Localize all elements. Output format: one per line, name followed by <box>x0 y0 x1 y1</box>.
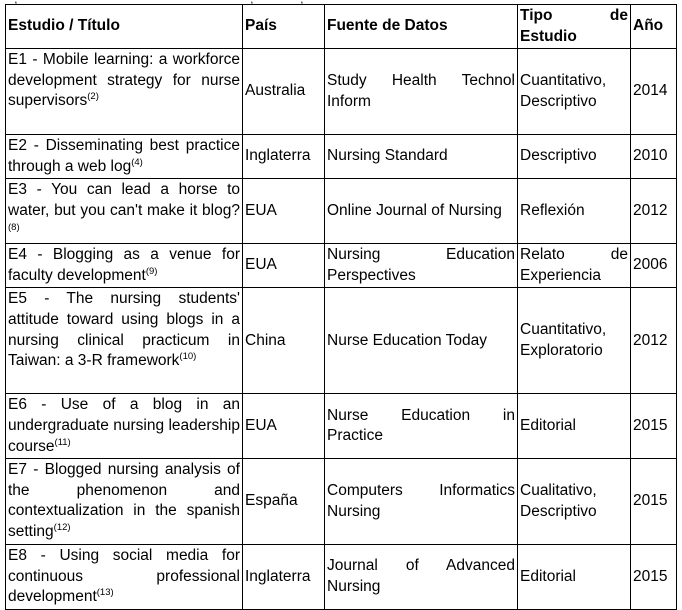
studies-table <box>5 4 677 610</box>
year: 2015 <box>631 394 677 459</box>
country: Australia <box>243 49 325 135</box>
data-source: Nurse Education in Practice <box>325 394 518 459</box>
data-source: Online Journal of Nursing <box>325 179 518 244</box>
study-type: Cuantitativo, Descriptivo <box>518 49 631 135</box>
table-row <box>6 135 677 179</box>
country: China <box>243 288 325 394</box>
table-row <box>6 288 677 394</box>
country: EUA <box>243 244 325 288</box>
year: 2015 <box>631 459 677 545</box>
header-row <box>6 5 677 49</box>
study-title: E6 - Use of a blog in an undergraduate nursing leadership course$^{(11)}$ <box>6 394 243 459</box>
reference-number: (2) <box>87 91 99 103</box>
country: Inglaterra <box>243 545 325 610</box>
reference-number: (9) <box>145 265 158 277</box>
table-row <box>6 545 677 610</box>
data-source: Journal of Advanced Nursing <box>325 545 518 610</box>
study-type: Cualitativo, Descriptivo <box>518 459 631 545</box>
data-source: Nursing Education Perspectives <box>325 244 518 288</box>
reference-number: (12) <box>53 521 71 533</box>
year: 2006 <box>631 244 677 288</box>
header-fuente: Fuente de Datos <box>325 5 518 49</box>
study-title: E8 - Using social media for continuous professional development$^{(13)}$ <box>6 545 243 610</box>
reference-number: (11) <box>54 436 71 448</box>
table-row <box>6 49 677 135</box>
table-row <box>6 394 677 459</box>
reference-number: (4) <box>131 156 143 168</box>
country: España <box>243 459 325 545</box>
header-tipo: Tipo de Estudio <box>518 5 631 49</box>
study-title: E5 - The nursing students' attitude toward using blogs in a nursing clinical practicum in Taiwan: a 3-R framework$^{(10)}$ <box>6 288 243 394</box>
study-title: E4 - Blogging as a venue for faculty development$^{(9)}$ <box>6 244 243 288</box>
table-row <box>6 459 677 545</box>
study-type: Relato de Experiencia <box>518 244 631 288</box>
year: 2015 <box>631 545 677 610</box>
year: 2012 <box>631 288 677 394</box>
reference-number: (10) <box>179 351 197 363</box>
country: EUA <box>243 394 325 459</box>
header-anio: Año <box>631 5 677 49</box>
header-estudio: Estudio / Título <box>6 5 243 49</box>
study-type: Editorial <box>518 545 631 610</box>
year: 2012 <box>631 179 677 244</box>
country: EUA <box>243 179 325 244</box>
data-source: Computers Informatics Nursing <box>325 459 518 545</box>
country: Inglaterra <box>243 135 325 179</box>
data-source: Nurse Education Today <box>325 288 518 394</box>
data-source: Study Health Technol Inform <box>325 49 518 135</box>
table-row <box>6 179 677 244</box>
reference-number: (8) <box>8 221 20 233</box>
year: 2010 <box>631 135 677 179</box>
study-type: Cuantitativo, Exploratorio <box>518 288 631 394</box>
study-title: E7 - Blogged nursing analysis of the phenomenon and contextualization in the spanish setting$^{(12)}$ <box>6 459 243 545</box>
study-type: Editorial <box>518 394 631 459</box>
study-title: E3 - You can lead a horse to water, but you can't make it blog?$^{(8)}$ <box>6 179 243 244</box>
header-pais: País <box>243 5 325 49</box>
study-title: E1 - Mobile learning: a workforce development strategy for nurse supervisors$^{(2)}$ <box>6 49 243 135</box>
study-type: Reflexión <box>518 179 631 244</box>
study-type: Descriptivo <box>518 135 631 179</box>
reference-number: (13) <box>96 587 114 599</box>
study-title: E2 - Disseminating best practice through a web $\log^{(4)}$ <box>6 135 243 179</box>
data-source: Nursing Standard <box>325 135 518 179</box>
year: 2014 <box>631 49 677 135</box>
table-row <box>6 244 677 288</box>
